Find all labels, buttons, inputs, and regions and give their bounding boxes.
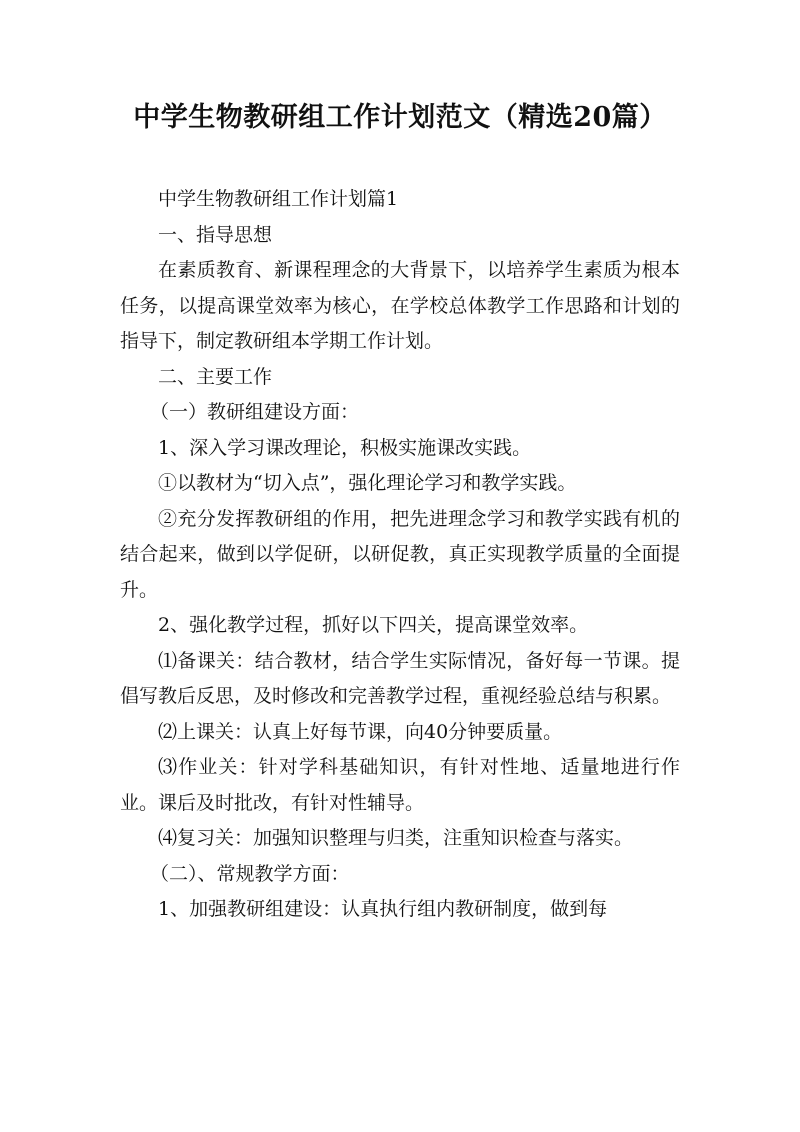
paragraph-item-2: 2、强化教学过程，抓好以下四关，提高课堂效率。	[158, 614, 589, 636]
paragraph-routine-item-1: 1、加强教研组建设：认真执行组内教研制度，做到每	[158, 898, 608, 920]
paragraph-class-teaching: ⑵上课关：认真上好每节课，向40分钟要质量。	[158, 720, 563, 743]
paragraph-lesson-prep: ⑴备课关：结合教材，结合学生实际情况，备好每一节课。提倡写教后反思，及时修改和完善教学过程，重视经验总结与积累。	[120, 649, 680, 707]
paragraph-item-1: 1、深入学习课改理论，积极实施课改实践。	[158, 436, 532, 459]
document-body	[120, 182, 680, 928]
subsection-heading-team-building: （一）教研组建设方面：	[150, 401, 360, 423]
document-title: 中学生物教研组工作计划范文（精选20篇）	[133, 102, 667, 133]
section-heading-article-1: 中学生物教研组工作计划篇1	[158, 188, 399, 210]
section-heading-main-work: 二、主要工作	[158, 365, 273, 388]
section-heading-guiding-thought: 一、指导思想	[158, 223, 273, 246]
paragraph-item-1a: ①以教材为“切入点”，强化理论学习和教学实践。	[158, 472, 577, 494]
paragraph-review: ⑷复习关：加强知识整理与归类，注重知识检查与落实。	[158, 827, 634, 849]
paragraph-guiding-thought: 在素质教育、新课程理念的大背景下，以培养学生素质为根本任务，以提高课堂效率为核心，在学校总体教学工作思路和计划的指导下，制定教研组本学期工作计划。	[120, 259, 680, 352]
paragraph-item-1b: ②充分发挥教研组的作用，把先进理念学习和教学实践有机的结合起来，做到以学促研，以研促教，真正实现教学质量的全面提升。	[120, 507, 680, 601]
paragraph-homework: ⑶作业关：针对学科基础知识，有针对性地、适量地进行作业。课后及时批改，有针对性辅导。	[120, 756, 680, 814]
subsection-heading-routine-teaching: （二）、常规教学方面：	[150, 862, 350, 885]
